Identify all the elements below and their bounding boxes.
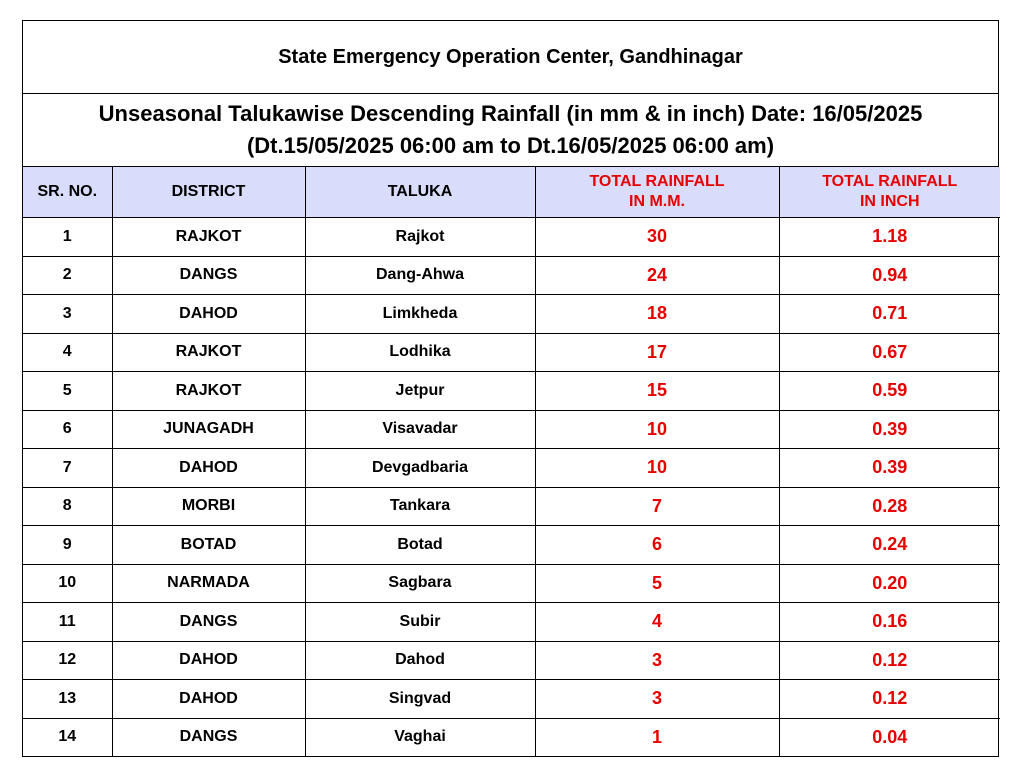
cell-district: DANGS bbox=[112, 256, 305, 295]
table-header-row bbox=[23, 167, 1000, 218]
cell-rainfall-inch: 0.20 bbox=[779, 564, 1000, 603]
cell-sr-no: 13 bbox=[23, 680, 112, 719]
table-row bbox=[23, 410, 1000, 449]
cell-rainfall-inch: 0.71 bbox=[779, 295, 1000, 334]
table-row bbox=[23, 603, 1000, 642]
cell-taluka: Singvad bbox=[305, 680, 535, 719]
table-row bbox=[23, 680, 1000, 719]
cell-rainfall-inch: 0.94 bbox=[779, 256, 1000, 295]
table-row bbox=[23, 333, 1000, 372]
column-header-rainfall-mm-line2: IN M.M. bbox=[629, 193, 685, 210]
cell-sr-no: 2 bbox=[23, 256, 112, 295]
table-row bbox=[23, 487, 1000, 526]
cell-rainfall-inch: 0.16 bbox=[779, 603, 1000, 642]
cell-rainfall-mm: 10 bbox=[535, 449, 779, 488]
table-row bbox=[23, 256, 1000, 295]
cell-sr-no: 8 bbox=[23, 487, 112, 526]
cell-district: NARMADA bbox=[112, 564, 305, 603]
cell-rainfall-mm: 10 bbox=[535, 410, 779, 449]
column-header-rainfall-inch-line2: IN INCH bbox=[859, 193, 920, 210]
cell-rainfall-inch: 0.39 bbox=[779, 449, 1000, 488]
column-header-rainfall-mm-line1: TOTAL RAINFALL bbox=[589, 173, 725, 190]
cell-rainfall-mm: 7 bbox=[535, 487, 779, 526]
cell-rainfall-inch: 0.24 bbox=[779, 526, 1000, 565]
cell-taluka: Lodhika bbox=[305, 333, 535, 372]
cell-taluka: Subir bbox=[305, 603, 535, 642]
cell-rainfall-mm: 3 bbox=[535, 680, 779, 719]
cell-taluka: Limkheda bbox=[305, 295, 535, 334]
cell-taluka: Rajkot bbox=[305, 218, 535, 257]
cell-sr-no: 14 bbox=[23, 718, 112, 756]
cell-rainfall-inch: 0.67 bbox=[779, 333, 1000, 372]
cell-sr-no: 6 bbox=[23, 410, 112, 449]
table-row bbox=[23, 372, 1000, 411]
cell-rainfall-mm: 30 bbox=[535, 218, 779, 257]
column-header-rainfall-mm bbox=[535, 167, 779, 218]
cell-taluka: Botad bbox=[305, 526, 535, 565]
cell-rainfall-inch: 0.12 bbox=[779, 680, 1000, 719]
cell-rainfall-mm: 6 bbox=[535, 526, 779, 565]
cell-district: RAJKOT bbox=[112, 333, 305, 372]
report-subtitle-line1: Unseasonal Talukawise Descending Rainfall (in mm & in inch) Date: 16/05/2025 bbox=[98, 101, 923, 126]
table-body bbox=[23, 218, 1000, 757]
cell-taluka: Devgadbaria bbox=[305, 449, 535, 488]
table-row bbox=[23, 449, 1000, 488]
report-subtitle bbox=[23, 94, 998, 167]
cell-rainfall-mm: 15 bbox=[535, 372, 779, 411]
cell-district: DAHOD bbox=[112, 680, 305, 719]
cell-rainfall-inch: 0.12 bbox=[779, 641, 1000, 680]
cell-rainfall-mm: 24 bbox=[535, 256, 779, 295]
rainfall-table bbox=[23, 167, 1000, 756]
cell-sr-no: 7 bbox=[23, 449, 112, 488]
cell-sr-no: 4 bbox=[23, 333, 112, 372]
cell-rainfall-mm: 18 bbox=[535, 295, 779, 334]
cell-district: DAHOD bbox=[112, 295, 305, 334]
cell-district: JUNAGADH bbox=[112, 410, 305, 449]
cell-district: DANGS bbox=[112, 603, 305, 642]
cell-taluka: Sagbara bbox=[305, 564, 535, 603]
report-subtitle-line2: (Dt.15/05/2025 06:00 am to Dt.16/05/2025 06:00 am) bbox=[246, 133, 775, 158]
cell-taluka: Dahod bbox=[305, 641, 535, 680]
cell-rainfall-inch: 0.59 bbox=[779, 372, 1000, 411]
cell-sr-no: 3 bbox=[23, 295, 112, 334]
column-header-rainfall-inch-line1: TOTAL RAINFALL bbox=[822, 173, 958, 190]
table-row bbox=[23, 641, 1000, 680]
cell-rainfall-mm: 5 bbox=[535, 564, 779, 603]
cell-rainfall-mm: 1 bbox=[535, 718, 779, 756]
table-row bbox=[23, 526, 1000, 565]
cell-taluka: Dang-Ahwa bbox=[305, 256, 535, 295]
cell-district: RAJKOT bbox=[112, 218, 305, 257]
table-row bbox=[23, 564, 1000, 603]
cell-sr-no: 11 bbox=[23, 603, 112, 642]
cell-sr-no: 10 bbox=[23, 564, 112, 603]
cell-district: MORBI bbox=[112, 487, 305, 526]
table-row bbox=[23, 718, 1000, 756]
table-row bbox=[23, 295, 1000, 334]
column-header-sr-no: SR. NO. bbox=[23, 167, 112, 218]
cell-district: RAJKOT bbox=[112, 372, 305, 411]
cell-rainfall-inch: 0.39 bbox=[779, 410, 1000, 449]
cell-rainfall-mm: 3 bbox=[535, 641, 779, 680]
cell-district: BOTAD bbox=[112, 526, 305, 565]
cell-rainfall-mm: 4 bbox=[535, 603, 779, 642]
column-header-rainfall-inch bbox=[779, 167, 1000, 218]
column-header-taluka: TALUKA bbox=[305, 167, 535, 218]
cell-taluka: Jetpur bbox=[305, 372, 535, 411]
cell-taluka: Visavadar bbox=[305, 410, 535, 449]
rainfall-report-sheet bbox=[22, 20, 999, 757]
cell-sr-no: 12 bbox=[23, 641, 112, 680]
column-header-district: DISTRICT bbox=[112, 167, 305, 218]
cell-rainfall-mm: 17 bbox=[535, 333, 779, 372]
cell-taluka: Vaghai bbox=[305, 718, 535, 756]
cell-taluka: Tankara bbox=[305, 487, 535, 526]
cell-sr-no: 1 bbox=[23, 218, 112, 257]
cell-district: DAHOD bbox=[112, 641, 305, 680]
cell-rainfall-inch: 0.28 bbox=[779, 487, 1000, 526]
report-title-text: State Emergency Operation Center, Gandhinagar bbox=[278, 45, 743, 68]
table-row bbox=[23, 218, 1000, 257]
cell-sr-no: 9 bbox=[23, 526, 112, 565]
cell-district: DAHOD bbox=[112, 449, 305, 488]
cell-rainfall-inch: 0.04 bbox=[779, 718, 1000, 756]
report-title bbox=[23, 21, 998, 94]
cell-rainfall-inch: 1.18 bbox=[779, 218, 1000, 257]
cell-district: DANGS bbox=[112, 718, 305, 756]
cell-sr-no: 5 bbox=[23, 372, 112, 411]
